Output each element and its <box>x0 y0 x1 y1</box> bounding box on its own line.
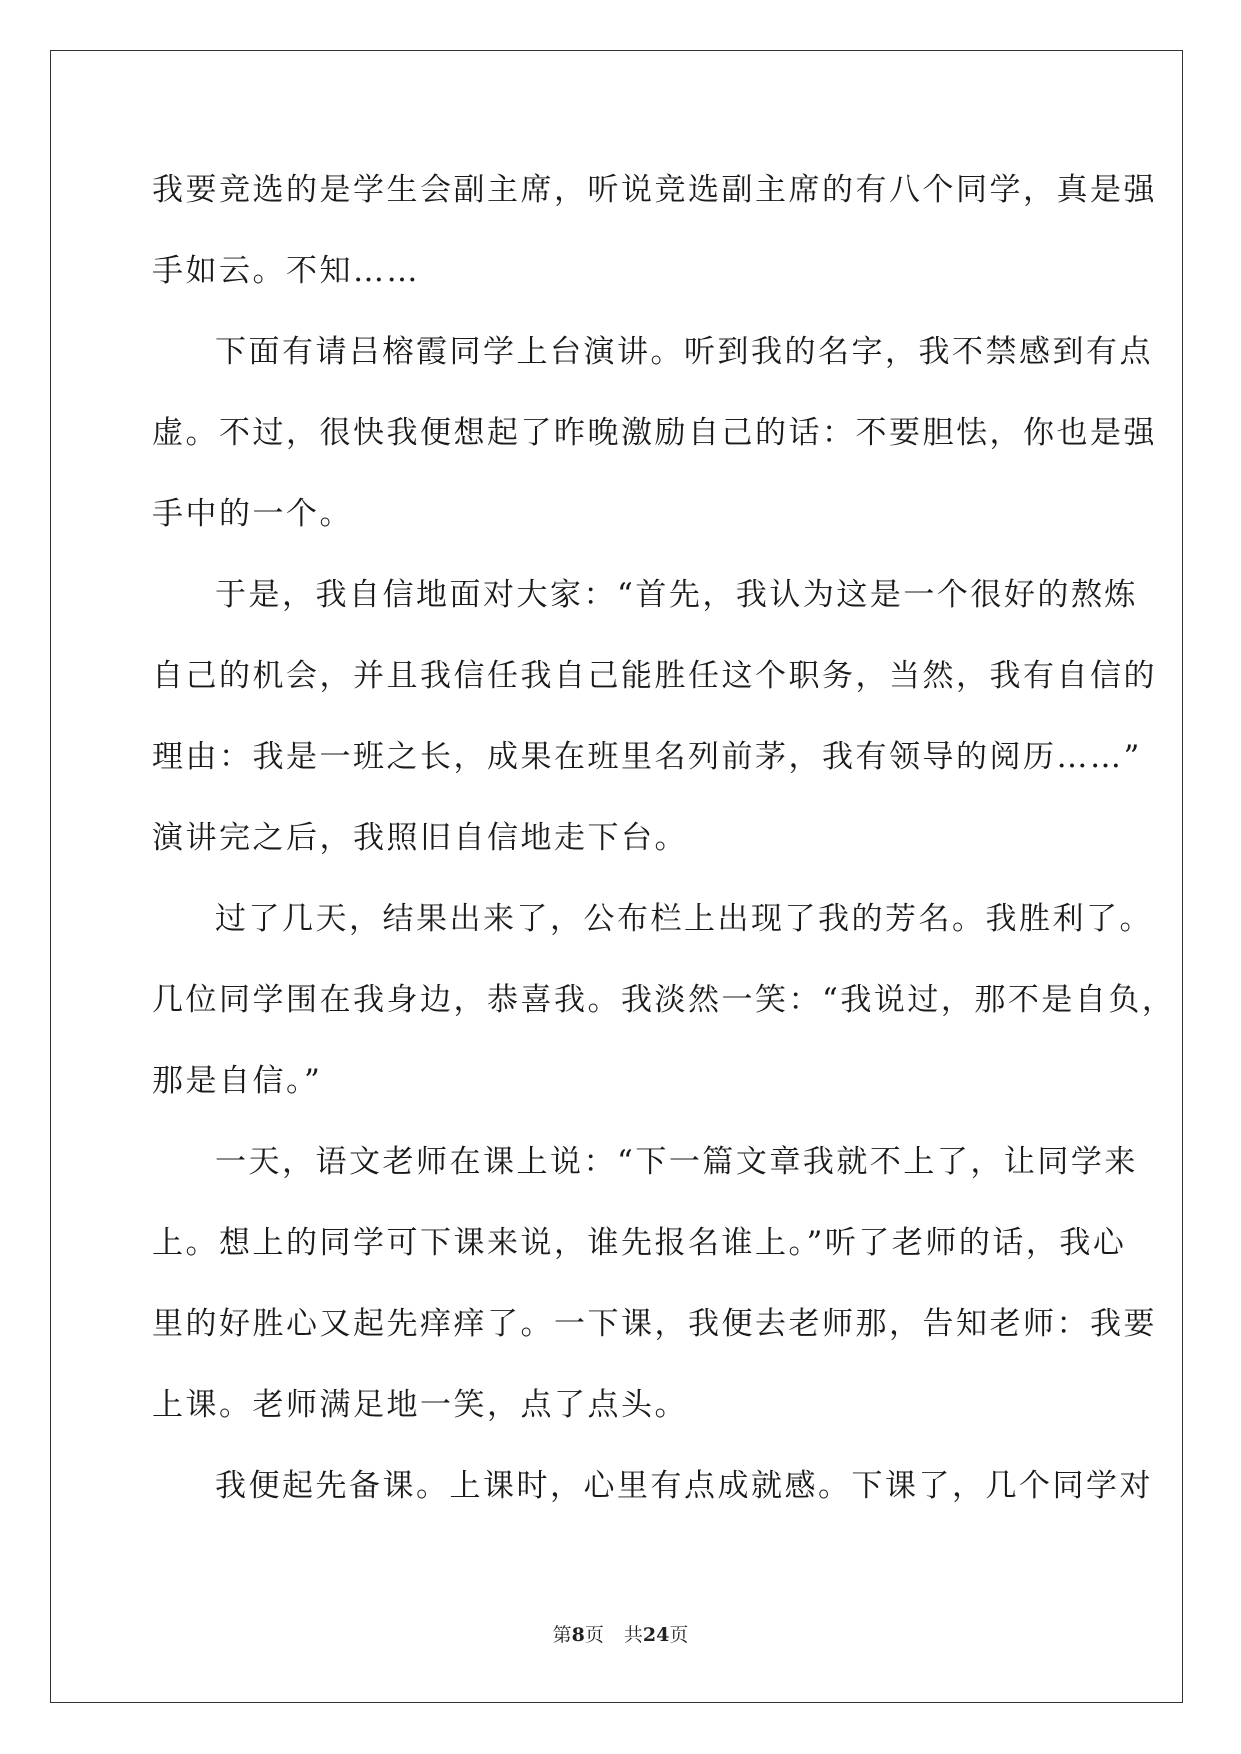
text-line: 理由：我是一班之长，成果在班里名列前茅，我有领导的阅历……” <box>152 739 1142 775</box>
paragraph-start-line: 过了几天，结果出来了，公布栏上出现了我的芳名。我胜利了。 <box>215 901 1153 937</box>
paragraph-start-line: 我便起先备课。上课时，心里有点成就感。下课了，几个同学对 <box>215 1468 1153 1504</box>
text-line: 上课。老师满足地一笑，点了点头。 <box>152 1387 688 1423</box>
text-line: 手中的一个。 <box>152 496 353 532</box>
page-suffix: 页 <box>584 1624 604 1646</box>
text-line: 上。想上的同学可下课来说，谁先报名谁上。”听了老师的话，我心 <box>152 1225 1127 1261</box>
page-prefix: 第 <box>552 1624 572 1646</box>
text-line: 里的好胜心又起先痒痒了。一下课，我便去老师那，告知老师：我要 <box>152 1306 1157 1342</box>
text-line: 那是自信。” <box>152 1063 323 1099</box>
paragraph-start-line: 于是，我自信地面对大家：“首先，我认为这是一个很好的熬炼 <box>215 577 1138 613</box>
page-number: 8 <box>571 1624 585 1646</box>
paragraph-start-line: 下面有请吕榕霞同学上台演讲。听到我的名字，我不禁感到有点 <box>215 334 1153 370</box>
paragraph-start-line: 一天，语文老师在课上说：“下一篇文章我就不上了，让同学来 <box>215 1144 1138 1180</box>
total-prefix: 共 <box>623 1624 643 1646</box>
page-footer <box>0 1620 1241 1647</box>
document-body <box>152 157 1176 1534</box>
text-line: 手如云。不知…… <box>152 253 420 289</box>
text-line: 我要竞选的是学生会副主席，听说竞选副主席的有八个同学，真是强 <box>152 172 1157 208</box>
text-line: 演讲完之后，我照旧自信地走下台。 <box>152 820 688 856</box>
total-pages: 24 <box>642 1624 670 1646</box>
text-line: 几位同学围在我身边，恭喜我。我淡然一笑：“我说过，那不是自负， <box>152 982 1176 1018</box>
text-line: 虚。不过，很快我便想起了昨晚激励自己的话：不要胆怯，你也是强 <box>152 415 1157 451</box>
total-suffix: 页 <box>669 1624 689 1646</box>
text-line: 自己的机会，并且我信任我自己能胜任这个职务，当然，我有自信的 <box>152 658 1157 694</box>
